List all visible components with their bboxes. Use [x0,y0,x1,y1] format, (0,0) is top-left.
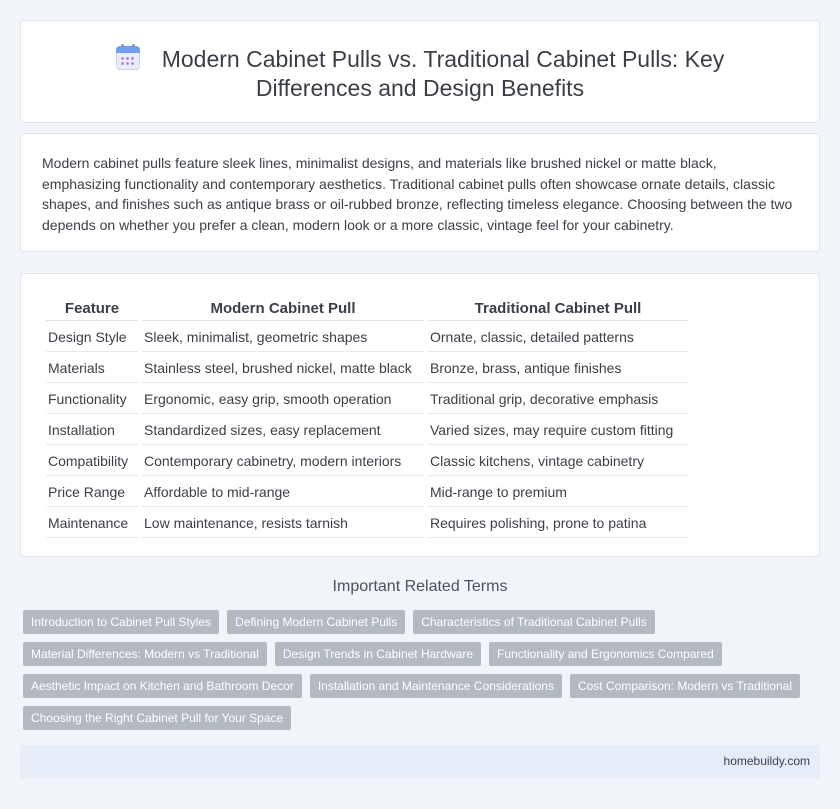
modern-cell: Affordable to mid-range [142,478,424,507]
related-term-tag[interactable]: Installation and Maintenance Considerations [310,674,562,698]
table-row [46,509,688,538]
traditional-cell: Classic kitchens, vintage cabinetry [428,447,688,476]
footer-bar [20,745,820,778]
modern-cell: Ergonomic, easy grip, smooth operation [142,385,424,414]
traditional-cell: Requires polishing, prone to patina [428,509,688,538]
feature-cell: Design Style [46,323,138,352]
modern-cell: Contemporary cabinetry, modern interiors [142,447,424,476]
related-term-tag[interactable]: Material Differences: Modern vs Traditional [23,642,267,666]
related-term-tag[interactable]: Aesthetic Impact on Kitchen and Bathroom Decor [23,674,302,698]
related-term-tag[interactable]: Choosing the Right Cabinet Pull for Your Space [23,706,291,730]
feature-cell: Maintenance [46,509,138,538]
title-line-2: Differences and Design Benefits [255,75,585,101]
comparison-card [20,273,820,557]
modern-cell: Stainless steel, brushed nickel, matte black [142,354,424,383]
related-term-tag[interactable]: Design Trends in Cabinet Hardware [275,642,481,666]
table-row [46,447,688,476]
calendar-icon [116,46,140,70]
page-title [21,45,819,103]
feature-cell: Materials [46,354,138,383]
related-terms-list [23,610,823,730]
comparison-table [42,294,692,540]
intro-paragraph: Modern cabinet pulls feature sleek lines, minimalist designs, and materials like brushed nickel or matte black, emphasizing functionality and contemporary aesthetics. Traditional cabinet pulls often showcase ornate details, classic shapes, and finishes such as antique brass or oil-rubbed bronze, reflecting timeless elegance. Choosing between the two depends on whether you prefer a clean, modern look or a more classic, vintage feel for your cabinetry. [42,155,793,233]
related-term-tag[interactable]: Characteristics of Traditional Cabinet Pulls [413,610,654,634]
related-term-tag[interactable]: Introduction to Cabinet Pull Styles [23,610,219,634]
related-term-tag[interactable]: Functionality and Ergonomics Compared [489,642,722,666]
title-card [20,20,820,123]
modern-cell: Low maintenance, resists tarnish [142,509,424,538]
traditional-cell: Varied sizes, may require custom fitting [428,416,688,445]
feature-cell: Compatibility [46,447,138,476]
footer-site-link[interactable]: homebuildy.com [723,754,810,768]
intro-card [20,133,820,252]
column-header-modern: Modern Cabinet Pull [142,296,424,321]
traditional-cell: Traditional grip, decorative emphasis [428,385,688,414]
feature-cell: Functionality [46,385,138,414]
feature-cell: Price Range [46,478,138,507]
table-row [46,416,688,445]
related-term-tag[interactable]: Defining Modern Cabinet Pulls [227,610,405,634]
table-header-row [46,296,688,321]
related-terms-heading: Important Related Terms [332,578,508,595]
table-row [46,354,688,383]
traditional-cell: Ornate, classic, detailed patterns [428,323,688,352]
table-row [46,385,688,414]
column-header-feature: Feature [46,296,138,321]
table-row [46,478,688,507]
traditional-cell: Mid-range to premium [428,478,688,507]
related-term-tag[interactable]: Cost Comparison: Modern vs Traditional [570,674,800,698]
modern-cell: Standardized sizes, easy replacement [142,416,424,445]
title-line-1: Modern Cabinet Pulls vs. Traditional Cabinet Pulls: Key [161,46,725,72]
traditional-cell: Bronze, brass, antique finishes [428,354,688,383]
table-row [46,323,688,352]
feature-cell: Installation [46,416,138,445]
modern-cell: Sleek, minimalist, geometric shapes [142,323,424,352]
column-header-traditional: Traditional Cabinet Pull [428,296,688,321]
